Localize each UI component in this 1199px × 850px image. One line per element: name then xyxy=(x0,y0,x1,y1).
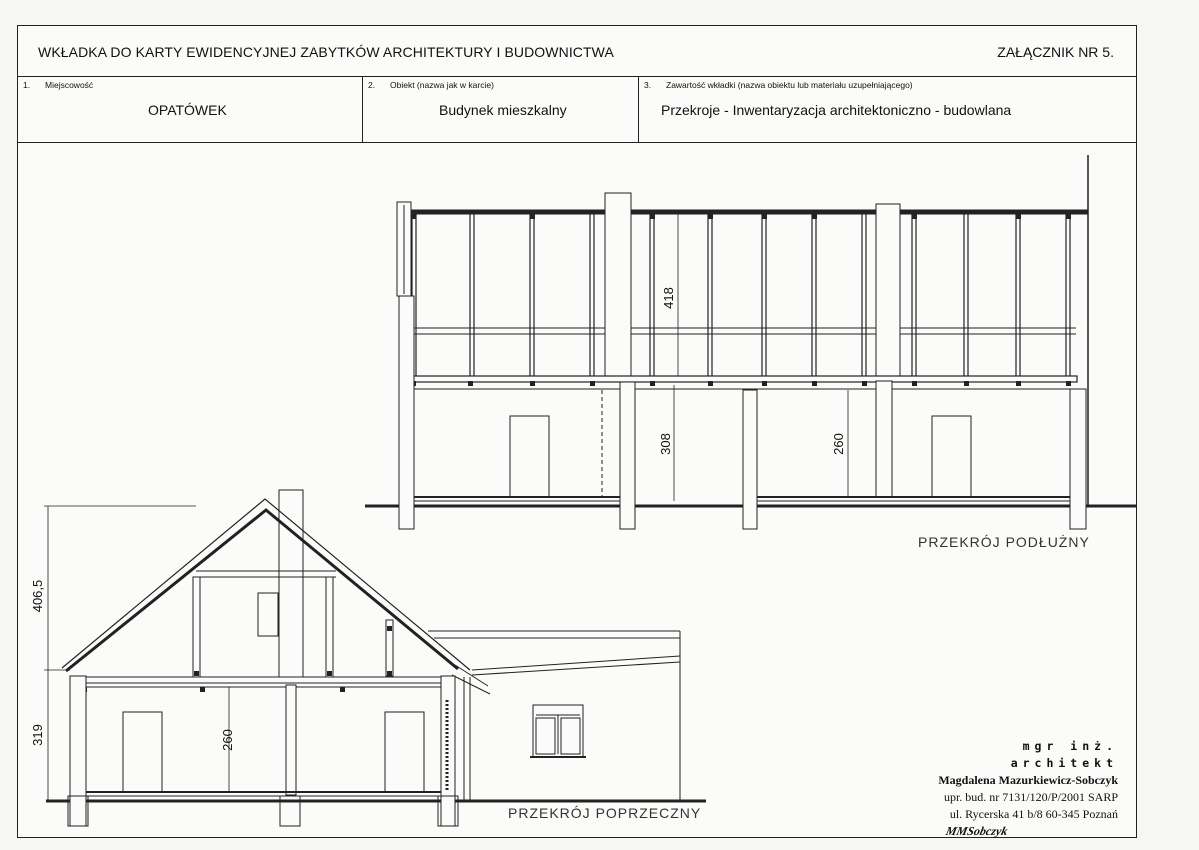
field-label: Obiekt (nazwa jak w karcie) xyxy=(390,80,494,90)
dim-cross-room: 260 xyxy=(220,729,235,751)
dim-cross-total: 406,5 xyxy=(30,579,45,613)
annex-number: ZAŁĄCZNIK NR 5. xyxy=(997,44,1114,60)
architect-stamp xyxy=(918,738,1118,840)
field-number: 1. xyxy=(23,80,31,90)
dim-longitudinal-room: 260 xyxy=(831,433,846,455)
architect-role: mgr inż. architekt xyxy=(1010,739,1118,770)
architect-name: Magdalena Mazurkiewicz-Sobczyk xyxy=(938,773,1118,787)
dim-longitudinal-total: 418 xyxy=(661,287,676,309)
caption-longitudinal: PRZEKRÓJ PODŁUŻNY xyxy=(918,534,1090,550)
field-number: 2. xyxy=(368,80,376,90)
architect-license: upr. bud. nr 7131/120/P/2001 SARP xyxy=(943,790,1118,804)
sheet-title: WKŁADKA DO KARTY EWIDENCYJNEJ ZABYTKÓW ARCHITEKTURY I BUDOWNICTWA xyxy=(38,44,614,60)
field-value: Przekroje - Inwentaryzacja architektoniczno - budowlana xyxy=(661,102,1012,118)
dim-longitudinal-ground: 308 xyxy=(658,433,673,455)
architect-address: ul. Rycerska 41 b/8 60-345 Poznań xyxy=(949,807,1118,821)
field-label: Miejscowość xyxy=(45,80,94,90)
field-value: OPATÓWEK xyxy=(148,102,227,118)
field-value: Budynek mieszkalny xyxy=(439,102,567,118)
handwritten-signature: MMSobczyk xyxy=(944,824,1009,838)
cross-section xyxy=(44,490,706,826)
caption-cross: PRZEKRÓJ POPRZECZNY xyxy=(508,805,702,821)
dim-cross-ground: 319 xyxy=(30,724,45,746)
field-number: 3. xyxy=(644,80,652,90)
field-label: Zawartość wkładki (nazwa obiektu lub materiału uzupełniającego) xyxy=(666,80,913,90)
longitudinal-section xyxy=(365,155,1136,529)
